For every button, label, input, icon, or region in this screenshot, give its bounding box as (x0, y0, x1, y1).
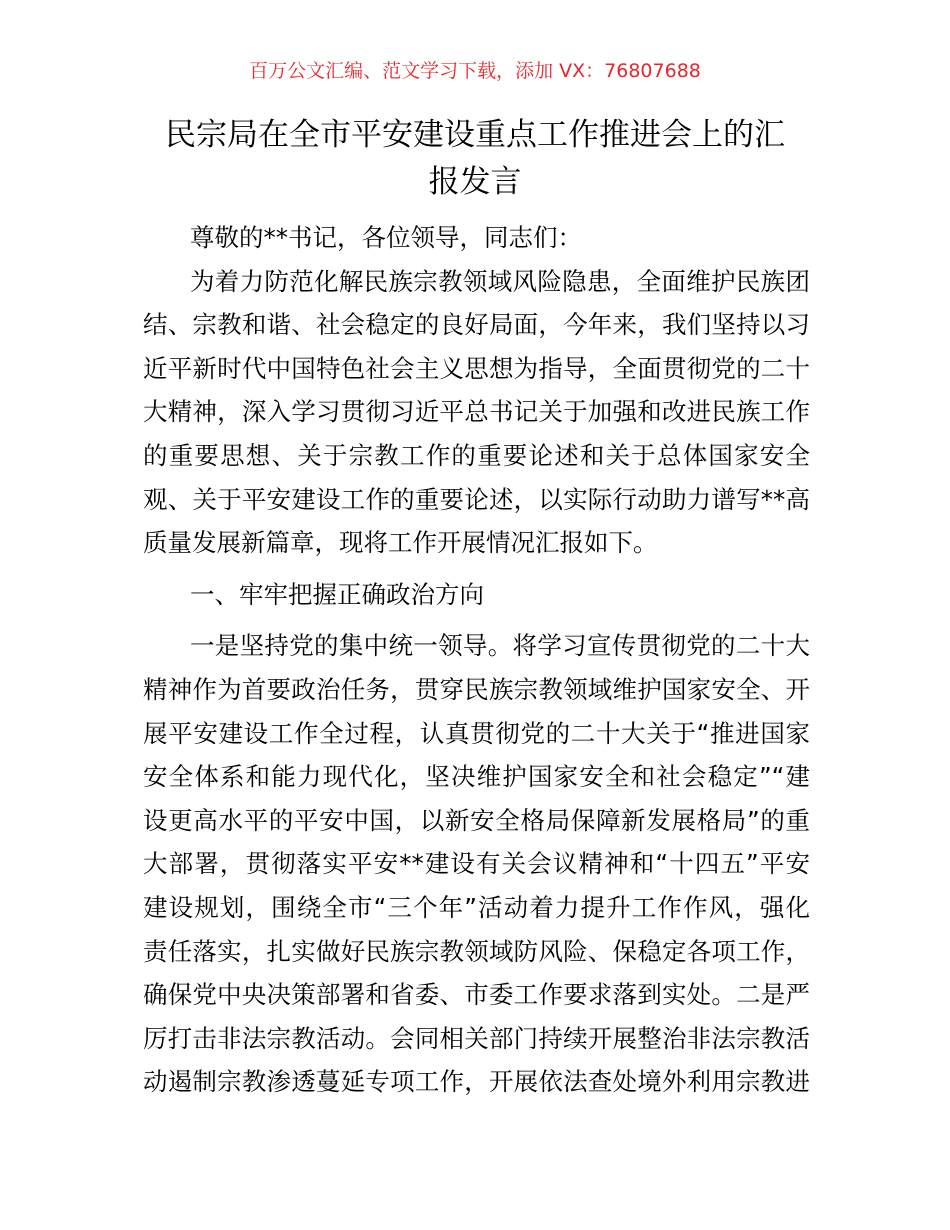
text-line: 一是坚持党的集中统一领导。将学习宣传贯彻党的二十大 (190, 631, 810, 661)
text-line: 结、宗教和谐、社会稳定的良好局面，今年来，我们坚持以习 (143, 310, 810, 340)
title-line: 报发言 (428, 164, 522, 200)
text-line: 责任落实，扎实做好民族宗教领域防风险、保稳定各项工作， (143, 936, 810, 966)
text-line: 的重要思想、关于宗教工作的重要论述和关于总体国家安全 (143, 440, 810, 470)
text-line: 厉打击非法宗教活动。会同相关部门持续开展整治非法宗教活 (143, 1023, 810, 1053)
text-line: 确保党中央决策部署和省委、市委工作要求落到实处。二是严 (143, 980, 810, 1010)
paragraph-intro (143, 260, 810, 565)
title-line: 民宗局在全市平安建设重点工作推进会上的汇 (165, 117, 785, 153)
text-line: 大精神，深入学习贯彻习近平总书记关于加强和改进民族工作 (143, 397, 810, 427)
text-line: 建设规划，围绕全市“三个年”活动着力提升工作作风，强化 (143, 892, 810, 922)
text-line: 观、关于平安建设工作的重要论述，以实际行动助力谱写**高 (143, 484, 810, 514)
text-line: 近平新时代中国特色社会主义思想为指导，全面贯彻党的二十 (143, 353, 810, 383)
text-line: 精神作为首要政治任务，贯穿民族宗教领域维护国家安全、开 (143, 674, 810, 704)
text-line: 质量发展新篇章，现将工作开展情况汇报如下。 (143, 528, 658, 558)
text-line: 动遏制宗教渗透蔓延专项工作，开展依法查处境外利用宗教进 (143, 1067, 810, 1097)
document-body (143, 216, 810, 1104)
text-line: 为着力防范化解民族宗教领域风险隐患，全面维护民族团 (190, 266, 810, 296)
section-heading: 一、牢牢把握正确政治方向 (190, 579, 484, 609)
document-title (130, 112, 820, 206)
paragraph-section1 (143, 624, 810, 1104)
text-line: 展平安建设工作全过程，认真贯彻党的二十大关于“推进国家 (143, 718, 810, 748)
watermark-banner: 百万公文汇编、范文学习下载，添加 VX：76807688 (249, 60, 701, 82)
salutation: 尊敬的**书记，各位领导，同志们： (190, 223, 582, 252)
text-line: 安全体系和能力现代化，坚决维护国家安全和社会稳定”“建 (143, 762, 810, 792)
text-line: 大部署，贯彻落实平安**建设有关会议精神和“十四五”平安 (143, 849, 810, 879)
text-line: 设更高水平的平安中国，以新安全格局保障新发展格局”的重 (143, 805, 810, 835)
